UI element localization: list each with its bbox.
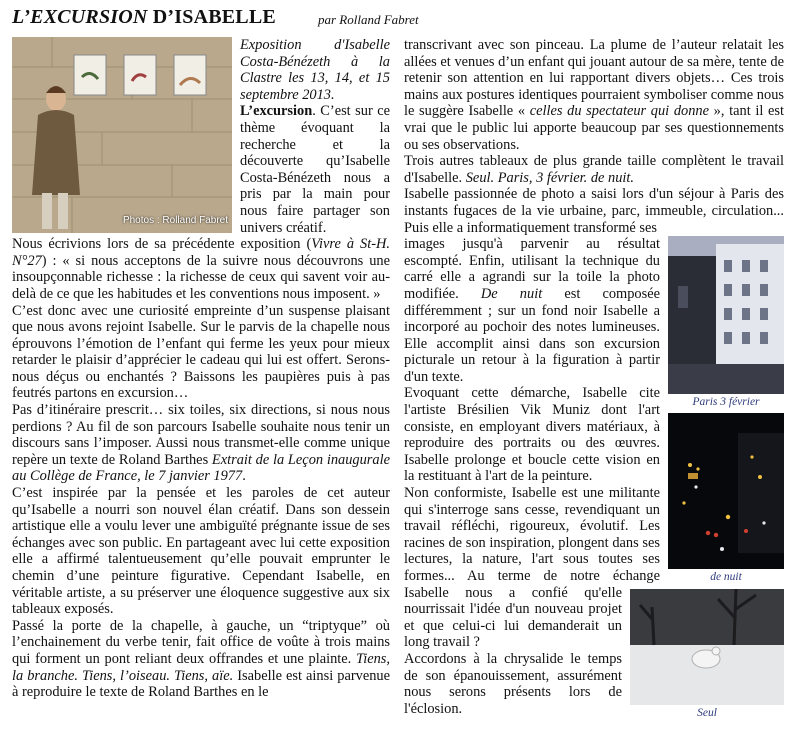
byline: par Rolland Fabret xyxy=(318,12,419,27)
paragraph-5: C’est inspirée par la pensée et les paroles de cet auteur qu’Isabelle a nourri son nouvel élan créatif. Dans son dessein artistique elle a voulu lever une ambiguïté prégnante issue de ses échanges avec son public. En partageant avec lui cette exposition elle a affirmé talentueusement qu’elle pouvait emprunter le chemin d’une peinture figurative. Cependant Isabelle, en véritable artiste, a su préserver une éloquence suggestive aux six tableaux exposés. xyxy=(12,485,390,618)
paragraph-13: Accordons à la chrysalide le temps de son épanouissement, assurément nous serons présents lors de l'éclosion. xyxy=(404,650,622,717)
figure-paris xyxy=(668,236,784,411)
paragraph-10: images jusqu'à parvenir au résultat escompté. Enfin, utilisant la technique du carré elle a agrandi sur la toile la photo modifiée. De nuit est composée différemment ; sur un fond noir Isabelle a incorporé au pochoir des notes lumineuses. Elle accomplit ainsi dans son excursion picturale un retour à la figuration à partir d'un texte. xyxy=(404,236,661,385)
photo-credit: Photos : Rolland Fabret xyxy=(122,215,228,227)
painting-nuit-image xyxy=(668,413,784,569)
figure-seul xyxy=(630,589,784,722)
caption-seul: Seul xyxy=(697,707,717,720)
intro-text: Exposition d'Isabelle Costa-Bénézeth à la Clastre les 13, 14, et 15 septembre 2013. xyxy=(240,37,390,103)
paragraph-8: Trois autres tableaux de plus grande taille complètent le travail d'Isabelle. Seul. Paris, 3 février. de nuit. xyxy=(404,153,784,186)
painting-seul xyxy=(630,589,784,705)
paragraph-2: Nous écrivions lors de sa précédente exposition (Vivre à St-H. N°27) : « si nous acceptons de la suivre nous découvrons une insoupçonnable richesse : la richesse de ceux qui savent voir au-delà de ce que les habitudes et les conventions nous imposent. » xyxy=(12,236,390,302)
paragraph-7: transcrivant avec son pinceau. La plume de l’auteur relatait les allées et venues d’un enfant qui jouant autour de sa mère, tente de retenir son attention en lui rapportant divers objets… Ces trois mains aux postures identiques pourraient symboliser comme nous le suggère Isabelle « celles du spectateur qui donne », tant il est vrai que le public lui apporte beaucoup par ses questionnements ou ses observations. xyxy=(404,37,784,153)
paragraph-4: Pas d’itinéraire prescrit… six toiles, six directions, si nous nous perdions ? Au fil de son parcours Isabelle souhaite nous tenir un discours sans l’imposer. Aussi nous transmet-elle comme unique repère un texte de Roland Barthes Extrait de la Leçon inaugurale au Collège de France, le 7 janvier 1977. xyxy=(12,402,390,485)
painting-seul-image xyxy=(630,589,784,705)
paragraph-12: Non conformiste, Isabelle est une militante qui s'interroge sans cesse, revendiquant un travail réfléchi, rigoureux, évolutif. Les racines de son inspiration, plongent dans ses lectures, la nature, l'art sous toutes ses formes... Au terme de notre échange Isabelle nous a confié qu'elle nourrissait l'idée d'un nouveau projet et que celui-ci lui demanderait un long travail ? xyxy=(404,485,660,651)
painting-paris-image xyxy=(668,236,784,394)
caption-nuit: de nuit xyxy=(710,570,742,583)
article-title: L’EXCURSION D’ISABELLE xyxy=(12,6,276,28)
caption-paris: Paris 3 février xyxy=(692,396,760,409)
paragraph-9: Isabelle passionnée de photo a saisi lors d'un séjour à Paris des instants fugaces de la vie urbaine, parc, immeuble, circulation... Puis elle a informatiquement transformé ses xyxy=(404,186,784,236)
artist-photo-image xyxy=(12,37,232,233)
column-left xyxy=(12,37,390,742)
paragraph-3: C’est donc avec une curiosité empreinte d’un suspense plaisant que nous avons rejoint Isabelle. Sur le parvis de la chapelle nous éprouvons l’émotion de l’enfant qui ferme les yeux pour mieux retarder le plaisir d’apprécier le cadeau qui lui est offert. Serons-nous déçus ou enchantés ? Baissons les paupières puis à pas feutrés partons en excursion… xyxy=(12,302,390,402)
column-right xyxy=(404,37,784,742)
painting-paris xyxy=(668,236,784,394)
artist-photo xyxy=(12,37,232,233)
paragraph-1: L’excursion. C’est sur ce thème évoquant la recherche et la découverte qu’Isabelle Costa-Bénézeth nous a pris par la main pour nous faire partager son univers créatif. xyxy=(240,103,390,236)
paragraph-6: Passé la porte de la chapelle, à gauche, un “triptyque” où l’enchainement du verbe tenir, fait office de voûte à trois mains qui forment un pont reliant deux offrandes et une plainte. Tiens, la branche. Tiens, l’oiseau. Tiens, aïe. Isabelle est ainsi parvenue à reproduire le texte de Roland Barthes en le xyxy=(12,617,390,701)
paragraph-11: Evoquant cette démarche, Isabelle cite l'artiste Brésilien Vik Muniz dont l'art consiste, en employant divers matériaux, à reproduire des portraits ou des œuvres. Isabelle prolonge et boucle cette vision en la restituant à l'art de la peinture. xyxy=(404,385,660,485)
painting-nuit xyxy=(668,413,784,569)
figure-nuit xyxy=(668,413,784,586)
